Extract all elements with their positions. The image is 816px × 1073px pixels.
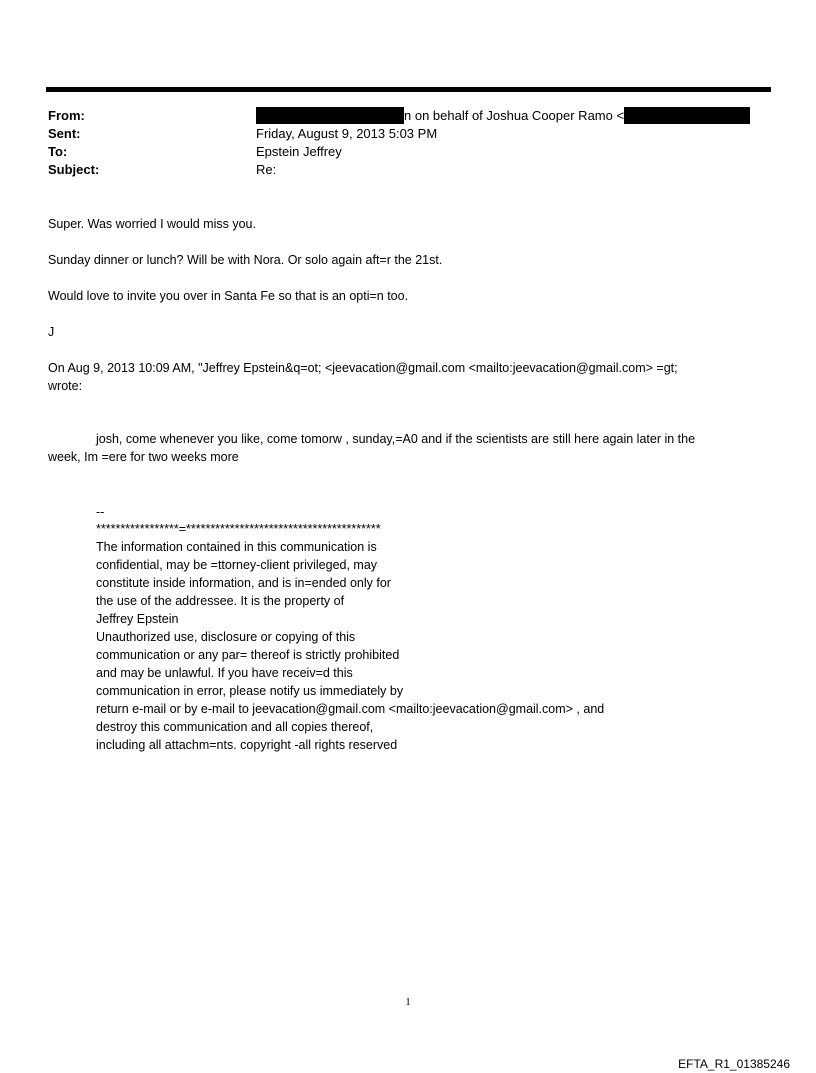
page-number: 1 (405, 996, 411, 1008)
attribution-line: wrote: (48, 379, 83, 393)
quoted-message (48, 430, 763, 466)
quoted-line: josh, come whenever you like, come tomorw , sunday,=A0 and if the scientists are still here again later in the (96, 432, 696, 446)
document-id: EFTA_R1_01385246 (678, 1057, 790, 1071)
body-line: Super. Was worried I would miss you. (48, 217, 256, 231)
disclaimer-line: constitute inside information, and is in=ended only for (96, 576, 391, 590)
to-value: Epstein Jeffrey (256, 144, 342, 159)
sent-label: Sent: (48, 126, 81, 141)
signature-stars: *****************=**************************************** (96, 522, 381, 536)
sent-value: Friday, August 9, 2013 5:03 PM (256, 126, 438, 141)
body-signoff: J (48, 325, 55, 339)
redaction-bar (624, 107, 750, 124)
disclaimer-line: The information contained in this communication is (96, 540, 377, 554)
disclaimer-line: confidential, may be =ttorney-client privileged, may (96, 558, 378, 572)
signature-separator: -- (96, 505, 105, 519)
disclaimer-line: destroy this communication and all copies thereof, (96, 720, 374, 734)
disclaimer-line: return e-mail or by e-mail to jeevacation@gmail.com <mailto:jeevacation@gmail.com> , and (96, 702, 605, 716)
quoted-line: week, Im =ere for two weeks more (48, 450, 239, 464)
disclaimer-line: Jeffrey Epstein (96, 612, 179, 626)
subject-label: Subject: (48, 162, 100, 177)
from-label: From: (48, 108, 85, 123)
subject-value: Re: (256, 162, 277, 177)
disclaimer-line: communication in error, please notify us immediately by (96, 684, 404, 698)
body-line: Would love to invite you over in Santa Fe so that is an opti=n too. (48, 289, 409, 303)
to-label: To: (48, 144, 68, 159)
disclaimer-line: the use of the addressee. It is the property of (96, 594, 345, 608)
body-line: Sunday dinner or lunch? Will be with Nora. Or solo again aft=r the 21st. (48, 253, 443, 267)
from-value (256, 107, 750, 125)
disclaimer-line: including all attachm=nts. copyright -all rights reserved (96, 738, 398, 752)
disclaimer-line: and may be unlawful. If you have receiv=d this (96, 666, 353, 680)
from-text: n on behalf of Joshua Cooper Ramo < (404, 108, 625, 123)
attribution-line: On Aug 9, 2013 10:09 AM, "Jeffrey Epstein&q=ot; <jeevacation@gmail.com <mailto:jeevacation@gmail.com> =gt; (48, 361, 678, 375)
disclaimer-line: communication or any par= thereof is strictly prohibited (96, 648, 400, 662)
disclaimer-line: Unauthorized use, disclosure or copying of this (96, 630, 356, 644)
header-divider (46, 87, 771, 92)
redaction-bar (256, 107, 404, 124)
